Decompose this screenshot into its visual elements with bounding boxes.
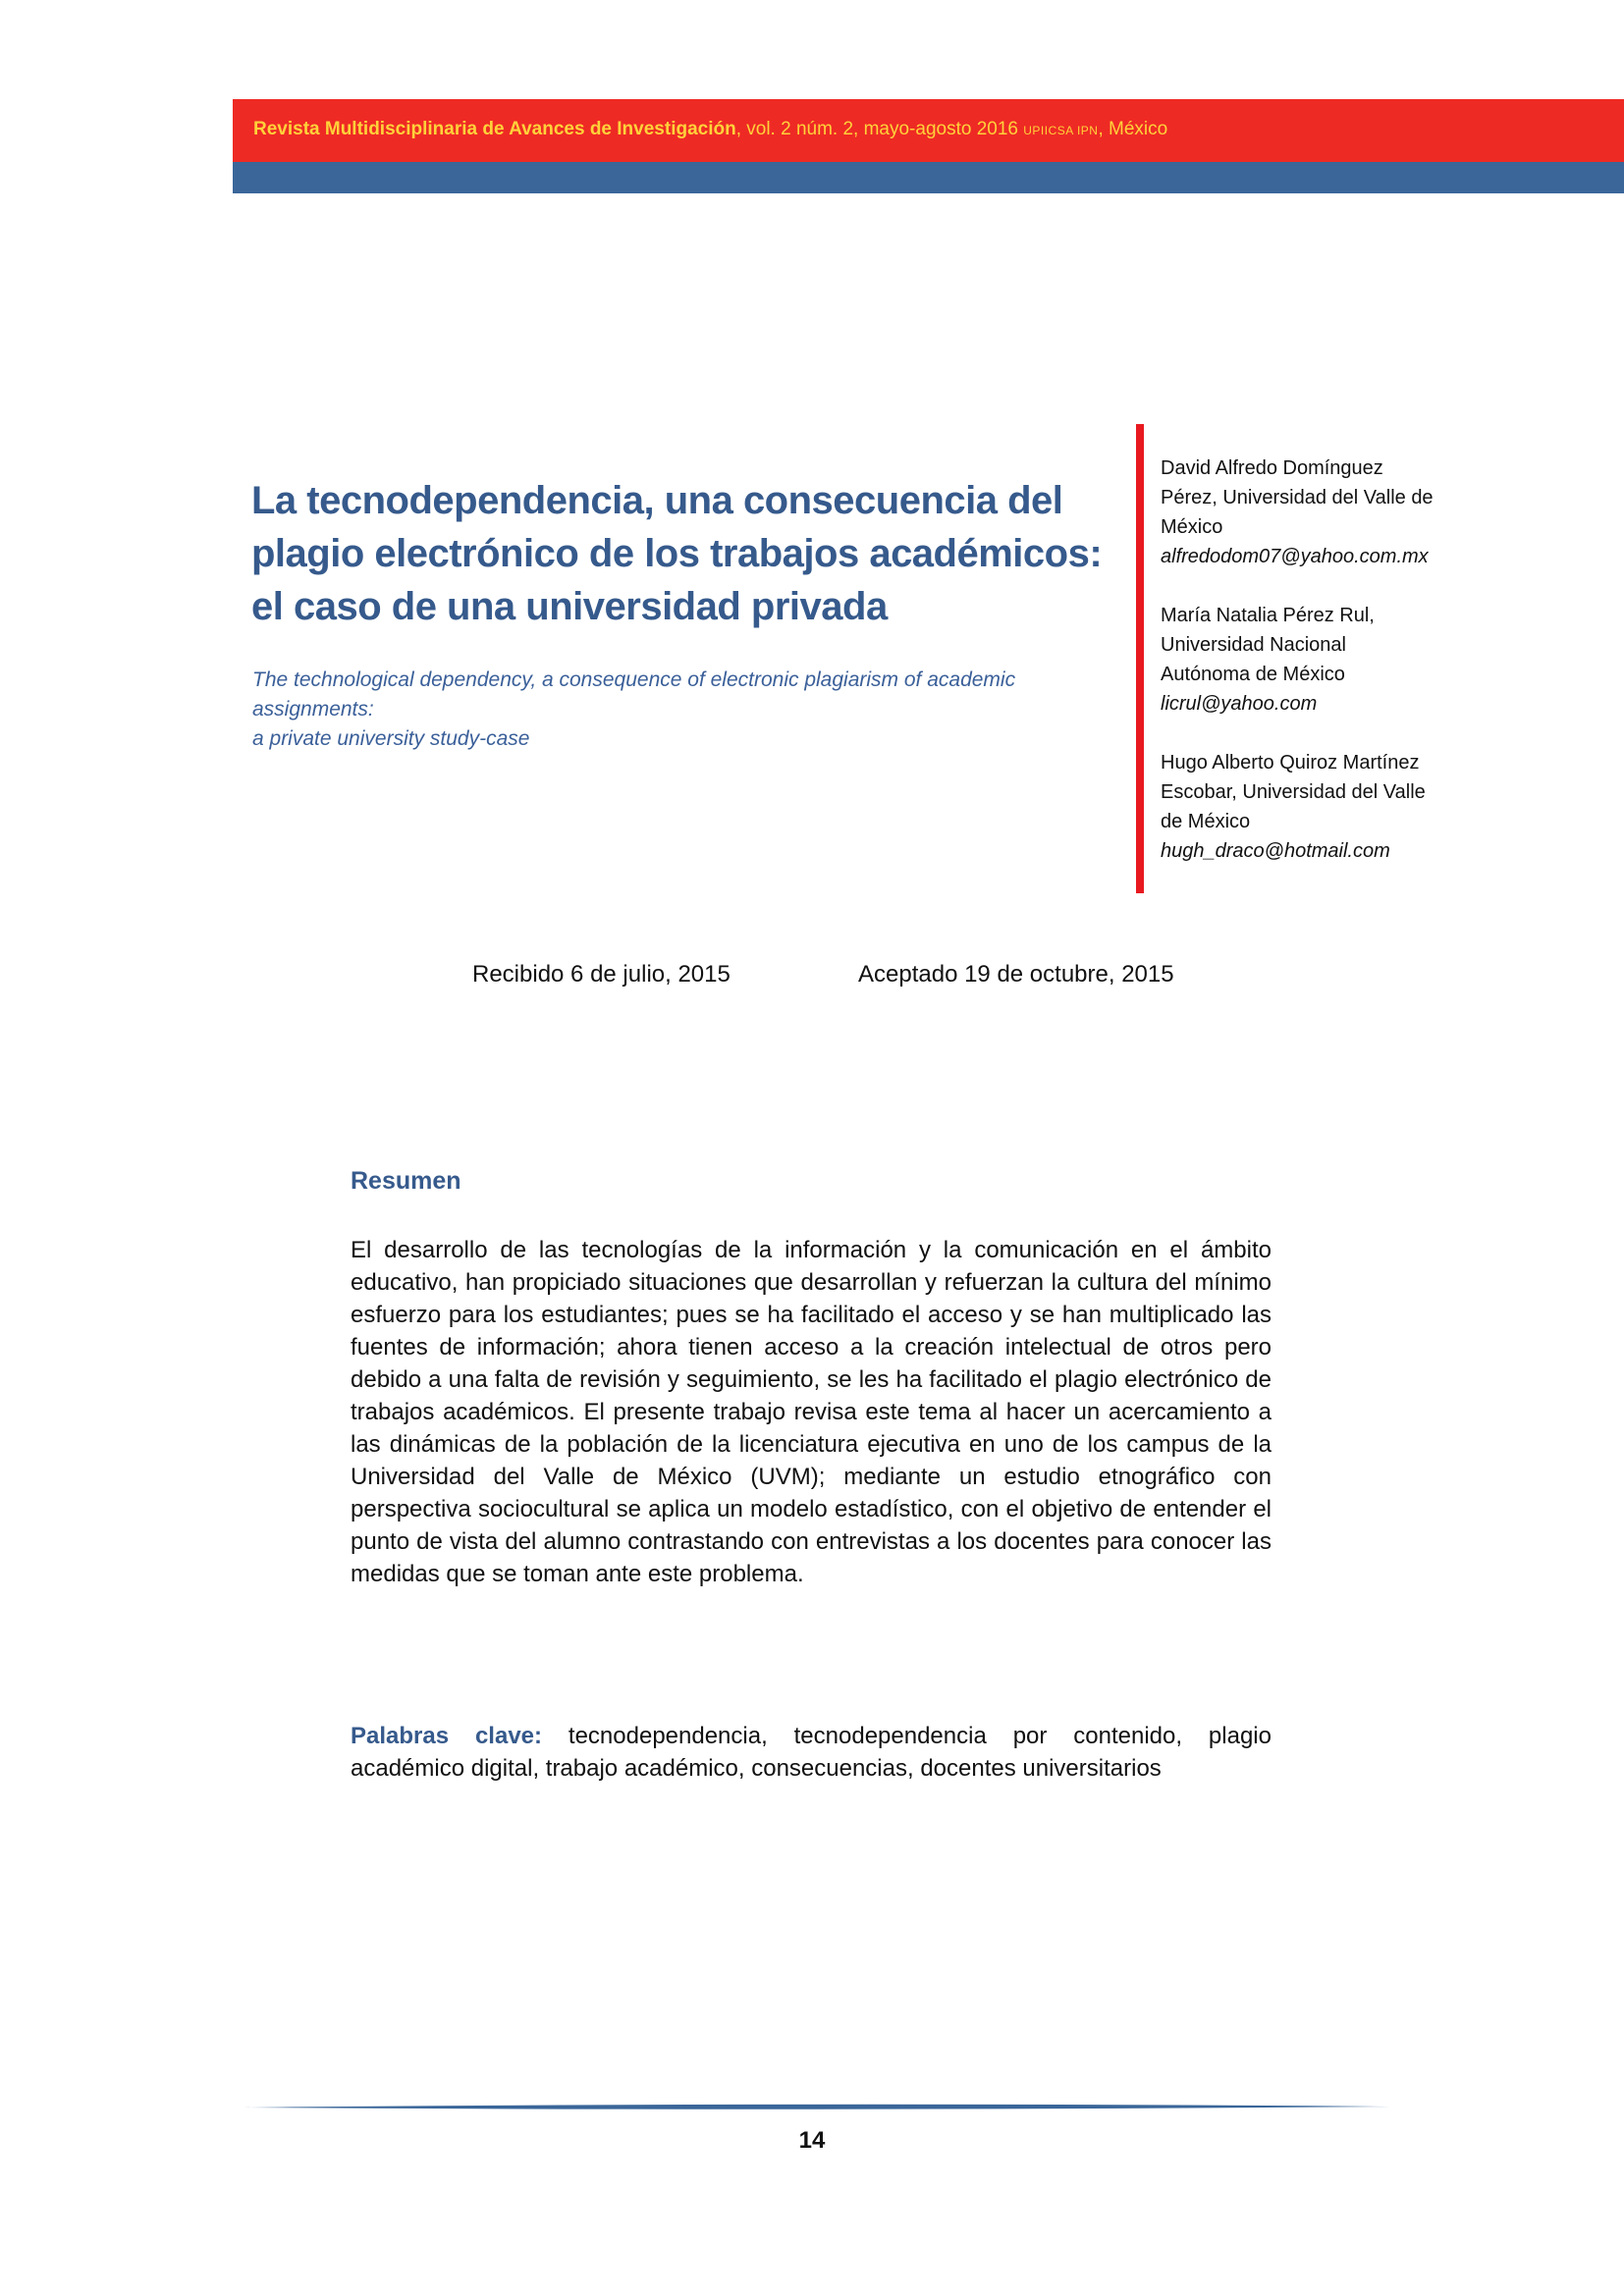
author-email: licrul@yahoo.com — [1161, 693, 1318, 715]
journal-header-bar — [233, 162, 1624, 193]
author-accent-bar — [1136, 424, 1144, 893]
footer-rule — [244, 2102, 1390, 2111]
abstract-heading: Resumen — [351, 1167, 461, 1195]
author-affiliation: Escobar, Universidad del Valle — [1161, 781, 1426, 803]
keywords-label: Palabras clave: — [351, 1723, 543, 1749]
author-affiliation: de México — [1161, 811, 1251, 832]
author-entry — [1161, 601, 1455, 719]
received-date: Recibido 6 de julio, 2015 — [472, 961, 731, 988]
author-affiliation: Universidad Nacional — [1161, 634, 1346, 656]
author-email: alfredodom07@yahoo.com.mx — [1161, 546, 1429, 567]
english-title — [252, 666, 1116, 754]
english-title-line: a private university study-case — [252, 727, 530, 750]
author-email: hugh_draco@hotmail.com — [1161, 840, 1390, 862]
page-number: 14 — [798, 2127, 826, 2154]
article-title-line: La tecnodependencia, una consecuencia del — [251, 479, 1063, 522]
author-name: María Natalia Pérez Rul, — [1161, 605, 1375, 626]
article-title-line: plagio electrónico de los trabajos académicos: — [251, 532, 1103, 575]
accepted-date: Aceptado 19 de octubre, 2015 — [858, 961, 1174, 988]
author-name: Hugo Alberto Quiroz Martínez — [1161, 752, 1420, 774]
english-title-line: The technological dependency, a consequence of electronic plagiarism of academic assignments: — [252, 668, 1016, 721]
journal-country: , México — [1098, 119, 1168, 139]
journal-issue: , vol. 2 núm. 2, mayo-agosto 2016 — [735, 119, 1024, 139]
journal-name: Revista Multidisciplinaria de Avances de Investigación — [253, 119, 736, 139]
author-entry — [1161, 748, 1455, 866]
author-affiliation: México — [1161, 516, 1223, 538]
keywords-text: tecnodependencia, tecnodependencia por contenido, plagio académico digital, trabajo académico, consecuencias, docentes universitarios — [351, 1723, 1272, 1782]
journal-institution: UPIICSA IPN — [1023, 124, 1099, 137]
author-affiliation: Pérez, Universidad del Valle de — [1161, 487, 1434, 508]
author-name: David Alfredo Domínguez — [1161, 457, 1383, 479]
author-affiliation: Autónoma de México — [1161, 664, 1345, 685]
article-title — [251, 474, 1106, 633]
abstract-text: El desarrollo de las tecnologías de la información y la comunicación en el ámbito educativo, han propiciado situaciones que desarrollan y refuerzan la cultura del mínimo esfuerzo para los estudiantes; pues se ha facilitado el acceso y se han multiplicado las fuentes de información; ahora tienen acceso a la creación intelectual de otros pero debido a una falta de revisión y seguimiento, se les ha facilitado el plagio electrónico de trabajos académicos. El presente trabajo revisa este tema al hacer un acercamiento a las dinámicas de la población de la licenciatura ejecutiva en uno de los campus de la Universidad del Valle de México (UVM); mediante un estudio etnográfico con perspectiva sociocultural se aplica un modelo estadístico, con el objetivo de entender el punto de vista del alumno contrastando con entrevistas a los docentes para conocer las medidas que se toman ante este problema. — [351, 1237, 1272, 1587]
keywords — [351, 1720, 1272, 1785]
author-entry — [1161, 454, 1455, 571]
article-title-line: el caso de una universidad privada — [251, 585, 888, 628]
author-list — [1161, 454, 1455, 895]
journal-header-text — [253, 117, 1167, 143]
